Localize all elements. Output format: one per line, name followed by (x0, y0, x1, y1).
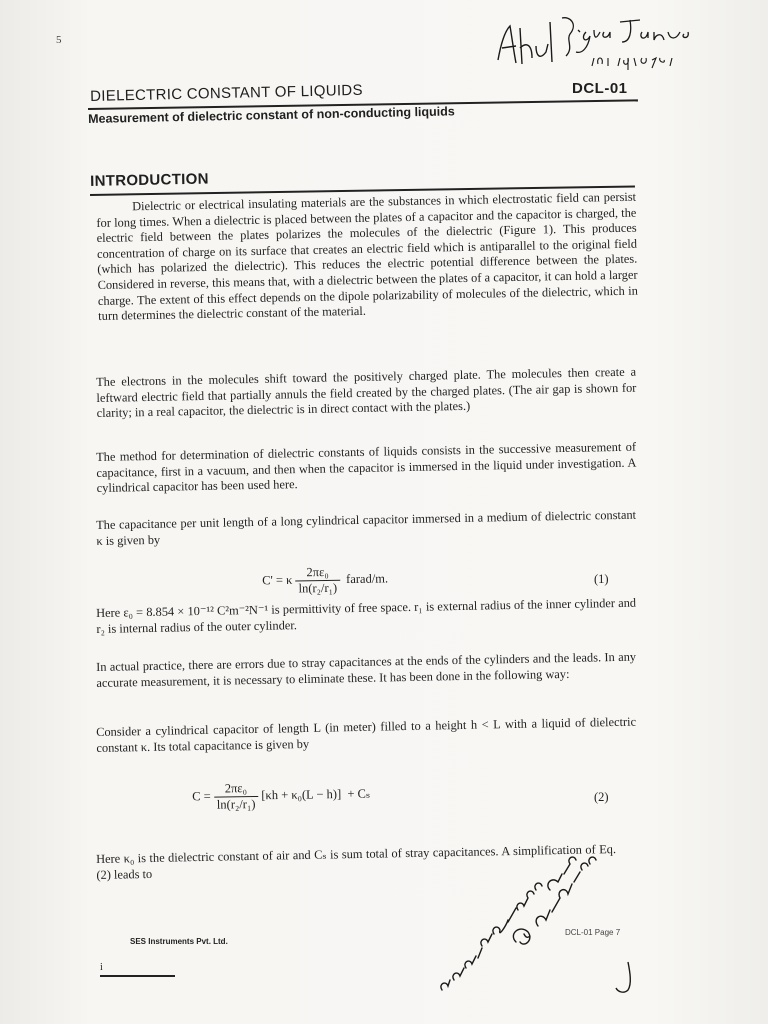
paragraph-method: The method for determination of dielectric constants of liquids consists in the successive measurement of capacitance, first in a vacuum, and then when the capacitor is immersed in the liquid under investigation. A cylindrical capacitor has been used here. (96, 439, 637, 496)
document-subtitle: Measurement of dielectric constant of non-conducting liquids (88, 104, 455, 126)
equation-1-unit: farad/m. (345, 571, 389, 587)
equation-1-numerator: 2πε₀ (295, 565, 340, 582)
paragraph-intro: Dielectric or electrical insulating materials are the substances in which electrostatic field can persist for long times. When a dielectric is placed between the plates of a capacitor and the capacitor is charged, the electric field between the plates polarizes the molecules of the dielectric (Figure 1). This produces concentration of charge on its surface that creates an electric field which is antiparallel to the original field (which has polarized the dielectric). This reduces the electric potential difference between the plates. Considered in reverse, this means that, with a dielectric between the plates of a capacitor, it can hold a larger charge. The extent of this effect depends on the dipole polarizability of molecules of the dielectric, which in turn determines the dielectric constant of the material. (96, 189, 638, 324)
document-title: DIELECTRIC CONSTANT OF LIQUIDS (90, 81, 363, 105)
document-code: DCL-01 (572, 80, 628, 97)
equation-1-lhs: C' = κ (262, 572, 293, 588)
equation-2-bracket: [κh + κ₀(L − h)] (261, 787, 342, 803)
bottom-mark: i (100, 962, 103, 973)
margin-mark: 5 (56, 34, 62, 46)
paragraph-electrons: The electrons in the molecules shift toward the positively charged plate. The molecules then create a leftward electric field that partially annuls the field created by the charged plates. (The air gap is shown for clarity; in a real capacitor, the dielectric is in direct contact with the plates.) (96, 364, 637, 421)
handwritten-email-note (420, 850, 620, 1010)
equation-1-denominator: ln(r₂/r₁) (298, 580, 338, 596)
equation-1-number: (1) (594, 572, 609, 586)
equation-2 (192, 779, 370, 813)
paragraph-capacitance: The capacitance per unit length of a long cylindrical capacitor immersed in a medium of dielectric constant κ is given by (96, 507, 637, 548)
paragraph-consider: Consider a cylindrical capacitor of length L (in meter) filled to a height h < L with a liquid of dielectric constant κ. Its total capacitance is given by (96, 714, 637, 755)
bottom-rule (100, 975, 175, 977)
equation-2-numerator: 2πε₀ (214, 781, 259, 798)
equation-2-tail: + Cₛ (347, 786, 371, 801)
section-heading: INTRODUCTION (90, 170, 209, 190)
signature-drawing (470, 8, 700, 78)
paragraph-here-1: Here ε₀ = 8.854 × 10⁻¹² C²m⁻²N⁻¹ is permittivity of free space. r₁ is external radius of the inner cylinder and r₂ is internal radius of the outer cylinder. (96, 595, 637, 636)
paragraph-stray: In actual practice, there are errors due to stray capacitances at the ends of the cylinders and the leads. In any accurate measurement, it is necessary to eliminate these. It has been done in the following way: (96, 649, 637, 690)
handwritten-mark (610, 958, 640, 998)
handwritten-email-drawing (420, 850, 620, 1010)
equation-2-lhs: C = (192, 789, 211, 804)
equation-2-denominator: ln(r₂/r₁) (216, 797, 256, 812)
equation-2-fraction (214, 781, 259, 813)
handwritten-signature (470, 8, 700, 78)
equation-2-number: (2) (594, 790, 609, 804)
footer-page-number: DCL-01 Page 7 (565, 928, 621, 937)
paragraph-here-2: Here κ₀ is the dielectric constant of air and Cₛ is sum total of stray capacitances. A simplification of Eq.(2) leads to (96, 842, 617, 882)
equation-1 (262, 564, 388, 597)
equation-1-fraction (295, 565, 340, 597)
footer-publisher: SES Instruments Pvt. Ltd. (130, 937, 228, 946)
